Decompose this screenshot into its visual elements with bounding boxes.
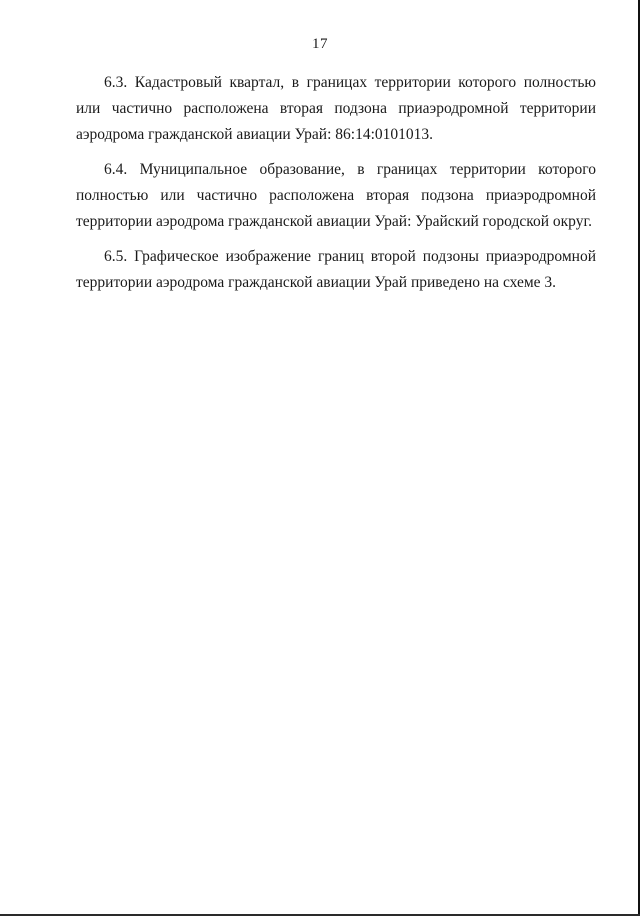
document-body [76,70,596,305]
paragraph-6-4: 6.4. Муниципальное образование, в границах территории которого полностью или частично расположена вторая подзона приаэродромной территории аэродрома гражданской авиации Урай: Урайский городской округ. [76,161,596,230]
paragraph-6-3: 6.3. Кадастровый квартал, в границах территории которого полностью или частично расположена вторая подзона приаэродромной территории аэродрома гражданской авиации Урай: 86:14:0101013. [76,74,596,143]
paragraph-6-5: 6.5. Графическое изображение границ второй подзоны приаэродромной территории аэродрома гражданской авиации Урай приведено на схеме 3. [76,248,596,291]
page-number: 17 [312,36,328,52]
